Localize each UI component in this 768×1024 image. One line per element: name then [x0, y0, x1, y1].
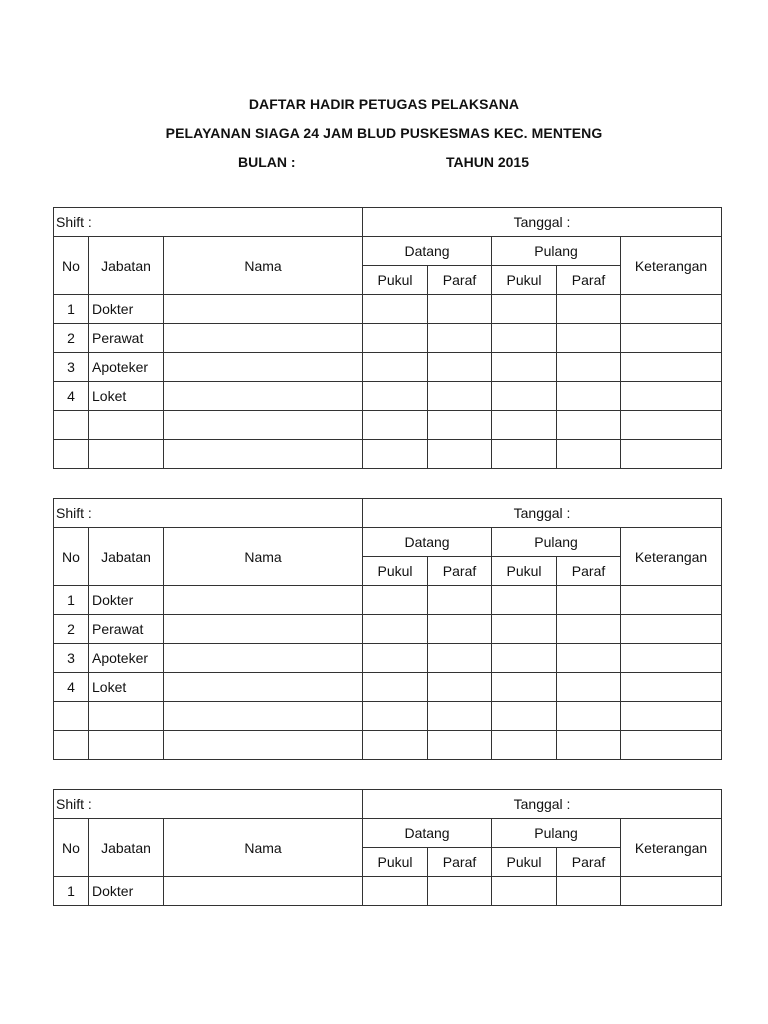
row-nama-cell[interactable] — [164, 586, 363, 615]
row-pulang-paraf-cell[interactable] — [557, 877, 621, 906]
row-pulang-paraf-cell[interactable] — [557, 295, 621, 324]
row-nama-cell[interactable] — [164, 295, 363, 324]
attendance-table — [53, 789, 722, 906]
row-datang-paraf-cell[interactable] — [428, 411, 492, 440]
col-header-datang-pukul: Pukul — [363, 557, 428, 586]
row-jabatan: Apoteker — [89, 644, 164, 673]
column-header-row — [54, 528, 722, 557]
col-header-datang-paraf: Paraf — [428, 848, 492, 877]
row-pulang-paraf-cell[interactable] — [557, 324, 621, 353]
row-keterangan-cell[interactable] — [621, 353, 722, 382]
table-row — [54, 411, 722, 440]
row-pulang-paraf-cell[interactable] — [557, 702, 621, 731]
row-datang-pukul-cell[interactable] — [363, 440, 428, 469]
row-datang-paraf-cell[interactable] — [428, 295, 492, 324]
row-datang-pukul-cell[interactable] — [363, 295, 428, 324]
col-header-keterangan: Keterangan — [621, 237, 722, 295]
table-row — [54, 440, 722, 469]
row-pulang-pukul-cell[interactable] — [492, 702, 557, 731]
col-header-jabatan: Jabatan — [89, 528, 164, 586]
col-header-datang-pukul: Pukul — [363, 848, 428, 877]
document-title: DAFTAR HADIR PETUGAS PELAKSANA — [248, 96, 520, 112]
table-row — [54, 295, 722, 324]
col-header-pulang: Pulang — [492, 237, 621, 266]
col-header-pulang: Pulang — [492, 819, 621, 848]
row-pulang-pukul-cell[interactable] — [492, 382, 557, 411]
row-datang-paraf-cell[interactable] — [428, 644, 492, 673]
row-nama-cell[interactable] — [164, 644, 363, 673]
row-keterangan-cell[interactable] — [621, 702, 722, 731]
row-keterangan-cell[interactable] — [621, 324, 722, 353]
row-jabatan: Dokter — [89, 295, 164, 324]
row-no: 4 — [54, 673, 89, 702]
row-nama-cell[interactable] — [164, 324, 363, 353]
row-nama-cell[interactable] — [164, 382, 363, 411]
tahun-label: TAHUN 2015 — [446, 154, 529, 170]
col-header-pulang: Pulang — [492, 528, 621, 557]
row-pulang-paraf-cell[interactable] — [557, 586, 621, 615]
row-no: 2 — [54, 615, 89, 644]
row-no: 1 — [54, 295, 89, 324]
col-header-no: No — [54, 528, 89, 586]
row-datang-paraf-cell[interactable] — [428, 440, 492, 469]
row-pulang-pukul-cell[interactable] — [492, 731, 557, 760]
row-nama-cell[interactable] — [164, 353, 363, 382]
table-row — [54, 382, 722, 411]
shift-row — [54, 499, 722, 528]
row-nama-cell[interactable] — [164, 673, 363, 702]
row-keterangan-cell[interactable] — [621, 877, 722, 906]
table-row — [54, 586, 722, 615]
row-datang-paraf-cell[interactable] — [428, 673, 492, 702]
row-no: 4 — [54, 382, 89, 411]
row-pulang-pukul-cell[interactable] — [492, 877, 557, 906]
shift-label: Shift : — [54, 208, 363, 237]
row-no: 2 — [54, 324, 89, 353]
table-row — [54, 353, 722, 382]
row-jabatan: Perawat — [89, 615, 164, 644]
row-datang-pukul-cell[interactable] — [363, 411, 428, 440]
row-datang-paraf-cell[interactable] — [428, 731, 492, 760]
col-header-datang: Datang — [363, 819, 492, 848]
row-keterangan-cell[interactable] — [621, 440, 722, 469]
tanggal-label: Tanggal : — [363, 790, 722, 819]
row-keterangan-cell[interactable] — [621, 586, 722, 615]
row-nama-cell[interactable] — [164, 615, 363, 644]
row-pulang-pukul-cell[interactable] — [492, 615, 557, 644]
row-no — [54, 440, 89, 469]
shift-label: Shift : — [54, 790, 363, 819]
row-jabatan: Apoteker — [89, 353, 164, 382]
row-pulang-pukul-cell[interactable] — [492, 644, 557, 673]
row-keterangan-cell[interactable] — [621, 615, 722, 644]
row-jabatan — [89, 411, 164, 440]
row-datang-paraf-cell[interactable] — [428, 382, 492, 411]
row-pulang-pukul-cell[interactable] — [492, 673, 557, 702]
row-pulang-paraf-cell[interactable] — [557, 353, 621, 382]
col-header-datang: Datang — [363, 528, 492, 557]
table-row — [54, 702, 722, 731]
row-pulang-pukul-cell[interactable] — [492, 440, 557, 469]
row-no — [54, 702, 89, 731]
row-jabatan: Loket — [89, 382, 164, 411]
col-header-nama: Nama — [164, 819, 363, 877]
col-header-pulang-paraf: Paraf — [557, 848, 621, 877]
col-header-jabatan: Jabatan — [89, 819, 164, 877]
row-no — [54, 411, 89, 440]
document-subtitle: PELAYANAN SIAGA 24 JAM BLUD PUSKESMAS KEC. MENTENG — [165, 125, 603, 141]
row-keterangan-cell[interactable] — [621, 644, 722, 673]
row-datang-paraf-cell[interactable] — [428, 353, 492, 382]
row-jabatan — [89, 702, 164, 731]
row-pulang-paraf-cell[interactable] — [557, 731, 621, 760]
row-jabatan: Loket — [89, 673, 164, 702]
table-row — [54, 673, 722, 702]
attendance-table — [53, 207, 722, 469]
col-header-keterangan: Keterangan — [621, 528, 722, 586]
row-datang-paraf-cell[interactable] — [428, 702, 492, 731]
row-pulang-paraf-cell[interactable] — [557, 673, 621, 702]
row-no: 3 — [54, 353, 89, 382]
col-header-pulang-pukul: Pukul — [492, 557, 557, 586]
col-header-jabatan: Jabatan — [89, 237, 164, 295]
row-datang-pukul-cell[interactable] — [363, 673, 428, 702]
row-pulang-paraf-cell[interactable] — [557, 615, 621, 644]
row-no: 3 — [54, 644, 89, 673]
column-header-row — [54, 237, 722, 266]
row-pulang-pukul-cell[interactable] — [492, 295, 557, 324]
table-row — [54, 644, 722, 673]
shift-row — [54, 790, 722, 819]
table-row — [54, 731, 722, 760]
row-pulang-paraf-cell[interactable] — [557, 644, 621, 673]
row-jabatan: Dokter — [89, 586, 164, 615]
row-datang-pukul-cell[interactable] — [363, 644, 428, 673]
row-pulang-paraf-cell[interactable] — [557, 382, 621, 411]
row-pulang-pukul-cell[interactable] — [492, 586, 557, 615]
shift-label: Shift : — [54, 499, 363, 528]
row-datang-paraf-cell[interactable] — [428, 324, 492, 353]
row-datang-paraf-cell[interactable] — [428, 877, 492, 906]
row-no — [54, 731, 89, 760]
col-header-keterangan: Keterangan — [621, 819, 722, 877]
row-jabatan — [89, 731, 164, 760]
column-header-row — [54, 819, 722, 848]
table-row — [54, 877, 722, 906]
col-header-pulang-paraf: Paraf — [557, 266, 621, 295]
row-nama-cell[interactable] — [164, 877, 363, 906]
col-header-nama: Nama — [164, 528, 363, 586]
row-datang-pukul-cell[interactable] — [363, 615, 428, 644]
row-datang-paraf-cell[interactable] — [428, 615, 492, 644]
row-datang-pukul-cell[interactable] — [363, 382, 428, 411]
col-header-pulang-pukul: Pukul — [492, 266, 557, 295]
row-nama-cell[interactable] — [164, 411, 363, 440]
tanggal-label: Tanggal : — [363, 208, 722, 237]
row-datang-pukul-cell[interactable] — [363, 731, 428, 760]
table-row — [54, 324, 722, 353]
row-jabatan: Dokter — [89, 877, 164, 906]
tanggal-label: Tanggal : — [363, 499, 722, 528]
col-header-no: No — [54, 237, 89, 295]
row-no: 1 — [54, 586, 89, 615]
row-nama-cell[interactable] — [164, 440, 363, 469]
row-jabatan — [89, 440, 164, 469]
row-no: 1 — [54, 877, 89, 906]
row-datang-pukul-cell[interactable] — [363, 586, 428, 615]
col-header-pulang-paraf: Paraf — [557, 557, 621, 586]
row-pulang-paraf-cell[interactable] — [557, 440, 621, 469]
row-pulang-paraf-cell[interactable] — [557, 411, 621, 440]
row-pulang-pukul-cell[interactable] — [492, 324, 557, 353]
col-header-datang: Datang — [363, 237, 492, 266]
row-datang-pukul-cell[interactable] — [363, 877, 428, 906]
col-header-datang-paraf: Paraf — [428, 266, 492, 295]
row-pulang-pukul-cell[interactable] — [492, 411, 557, 440]
row-keterangan-cell[interactable] — [621, 295, 722, 324]
row-keterangan-cell[interactable] — [621, 731, 722, 760]
row-datang-paraf-cell[interactable] — [428, 586, 492, 615]
col-header-nama: Nama — [164, 237, 363, 295]
table-row — [54, 615, 722, 644]
row-keterangan-cell[interactable] — [621, 411, 722, 440]
row-nama-cell[interactable] — [164, 702, 363, 731]
col-header-no: No — [54, 819, 89, 877]
shift-row — [54, 208, 722, 237]
row-jabatan: Perawat — [89, 324, 164, 353]
bulan-label: BULAN : — [238, 154, 296, 170]
row-keterangan-cell[interactable] — [621, 382, 722, 411]
row-pulang-pukul-cell[interactable] — [492, 353, 557, 382]
col-header-pulang-pukul: Pukul — [492, 848, 557, 877]
row-datang-pukul-cell[interactable] — [363, 702, 428, 731]
col-header-datang-pukul: Pukul — [363, 266, 428, 295]
attendance-table — [53, 498, 722, 760]
row-keterangan-cell[interactable] — [621, 673, 722, 702]
row-datang-pukul-cell[interactable] — [363, 324, 428, 353]
row-nama-cell[interactable] — [164, 731, 363, 760]
row-datang-pukul-cell[interactable] — [363, 353, 428, 382]
col-header-datang-paraf: Paraf — [428, 557, 492, 586]
